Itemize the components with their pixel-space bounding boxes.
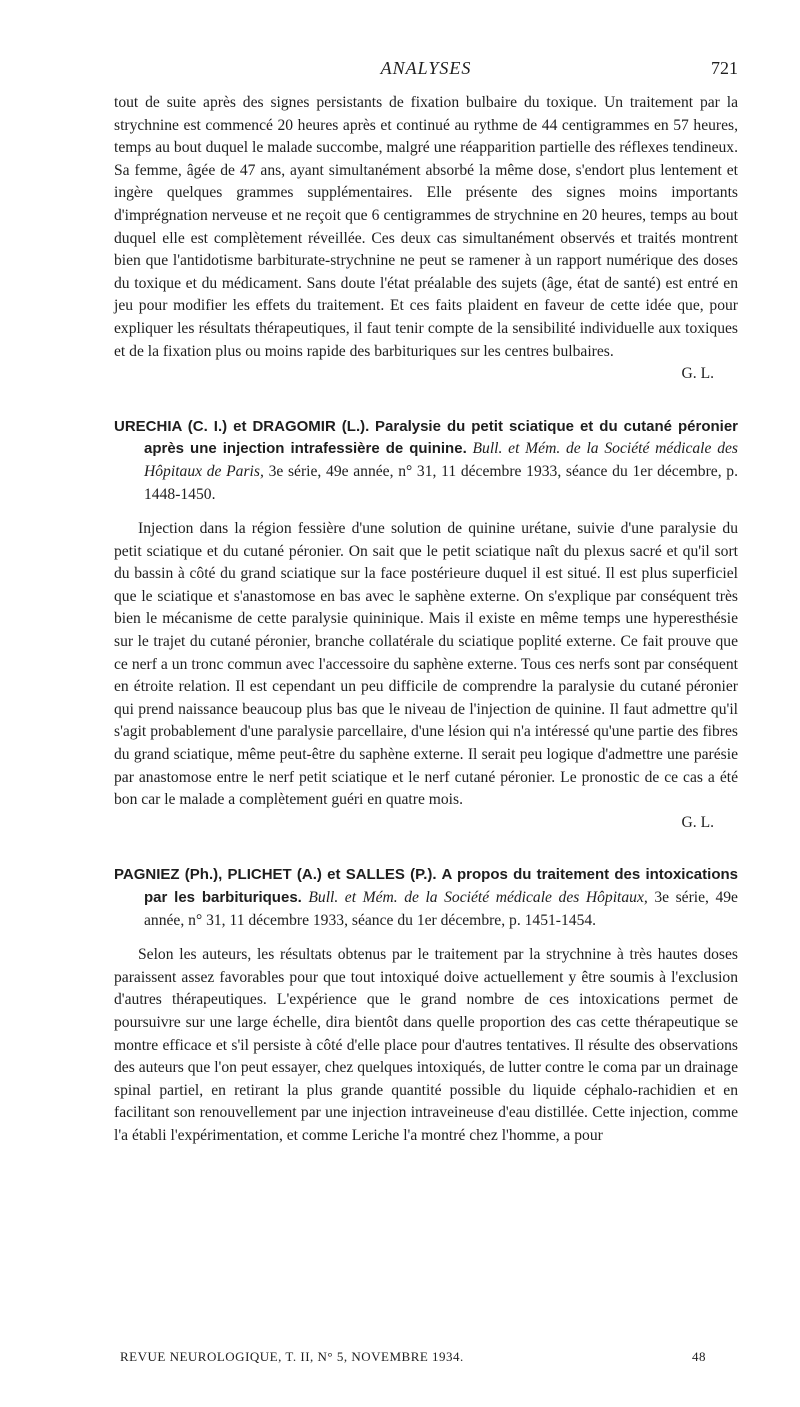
page-footer bbox=[120, 1349, 706, 1365]
article-1-body bbox=[114, 518, 738, 834]
article-2-heading bbox=[114, 864, 738, 932]
intro-paragraph bbox=[114, 92, 738, 386]
page-number: 721 bbox=[711, 58, 738, 78]
intro-signature: G. L. bbox=[681, 365, 714, 383]
intro-text: tout de suite après des signes persistants de fixation bulbaire du toxique. Un traitement par la strychnine est commencé 20 heures après et continué au rythme de 44 centigrammes en 57 heures, temps au bout duquel le malade succombe, malgré une réapparition partielle des réflexes tendineux. Sa femme, âgée de 47 ans, ayant simultanément absorbé la même dose, s'endort plus lentement et ingère quelques grammes supplémentaires. Elle présente des signes moins importants d'imprégnation nerveuse et ne reçoit que 6 centigrammes de strychnine en 20 heures, temps au bout duquel elle est complètement réveillée. Ces deux cas simultanément observés et traités montrent bien que l'antidotisme barbiturate-strychnine ne peut se ramener à un rapport numérique des doses du toxique et du médicament. Sans doute l'état préalable des sujets (âge, état de santé) est entré en jeu pour modifier les effets du traitement. Et ces faits plaident en faveur de cette idée que, pour expliquer les résultats thérapeutiques, il faut tenir compte de la sensibilité individuelle aux toxiques et de la fixation plus ou moins rapide des barbituriques sur les centres bulbaires. bbox=[114, 94, 738, 360]
article-2-body bbox=[114, 944, 738, 1147]
article-1-reference: 3e série, 49e année, n° 31, 11 décembre 1933, séance du 1er décembre, p. 1448-1450. bbox=[144, 462, 738, 503]
running-title: ANALYSES bbox=[380, 58, 472, 78]
article-1-title: Paralysie du petit sciatique et du cutané péronier après une injection intrafessière de quinine. bbox=[144, 417, 739, 458]
footer-journal: REVUE NEUROLOGIQUE, T. II, N° 5, NOVEMBRE 1934. bbox=[120, 1349, 464, 1364]
article-1-journal: Bull. et Mém. de la Société médicale des Hôpitaux de Paris, bbox=[144, 440, 738, 480]
footer-sheet-number: 48 bbox=[692, 1349, 706, 1364]
article-2-authors: PAGNIEZ (Ph.), PLICHET (A.) et SALLES (P.). bbox=[114, 866, 437, 884]
article-2-journal: Bull. et Mém. de la Société médicale des Hôpitaux, bbox=[308, 889, 648, 906]
article-1-signature: G. L. bbox=[681, 813, 714, 831]
article-1-authors: URECHIA (C. I.) et DRAGOMIR (L.). bbox=[114, 417, 370, 435]
article-1-text: Injection dans la région fessière d'une solution de quinine urétane, suivie d'une paralysie du petit sciatique et du cutané péronier. On sait que le petit sciatique naît du plexus sacré et qu'il sort du bassin à côté du grand sciatique sur la face postérieure duquel il est situé. Il est plus superficiel que le sciatique et s'anastomose en bas avec le saphène externe. On s'explique par conséquent très bien le mécanisme de cette paralysie quininique. Mais il existe en même temps une hyperesthésie sur le trajet du cutané péronier, branche collatérale du sciatique poplité externe. Ce fait prouve que ce nerf a un tronc commun avec l'accessoire du saphène externe. Tous ces nerfs sont par conséquent en étroite relation. Il est cependant un peu difficile de comprendre la paralysie du cutané péronier qui prend naissance beaucoup plus bas que le niveau de l'injection de quinine. Il faut admettre qu'il s'agit probablement d'une paralysie parcellaire, d'une lésion qui n'a intéressé qu'une partie des fibres du grand sciatique, même peut-être du saphène externe. Il serait peu logique d'admettre une parésie par anastomose entre le nerf petit sciatique et le nerf cutané péronier. Le pronostic de ce cas a été bon car le malade a complètement guéri en quatre mois. bbox=[114, 520, 738, 809]
page bbox=[114, 58, 738, 1148]
article-1-heading bbox=[114, 416, 738, 506]
page-header bbox=[114, 58, 738, 92]
article-2-text: Selon les auteurs, les résultats obtenus par le traitement par la strychnine à très hautes doses paraissent assez favorables pour que tout intoxiqué doive actuellement y être soumis à l'exclusion d'autres thérapeutiques. L'expérience que le grand nombre de ces intoxications permet de poursuivre sur une large échelle, dira bientôt dans quelle proportion des cas cette thérapeutique se montre efficace et s'il persiste à côté d'elle place pour d'autres tentatives. Il résulte des observations des auteurs que l'on peut essayer, chez quelques intoxiqués, de lutter contre le coma par un drainage spinal partiel, en retirant la plus grande quantité possible du liquide céphalo-rachidien et en facilitant son renouvellement par une injection intraveineuse d'eau distillée. Cette injection, comme l'a établi l'expérimentation, et comme Leriche l'a montré chez l'homme, a pour bbox=[114, 946, 738, 1144]
article-2-reference: 3e série, 49e année, n° 31, 11 décembre 1933, séance du 1er décembre, p. 1451-1454. bbox=[144, 889, 738, 929]
article-2-title: A propos du traitement des intoxications par les barbituriques. bbox=[144, 866, 738, 906]
